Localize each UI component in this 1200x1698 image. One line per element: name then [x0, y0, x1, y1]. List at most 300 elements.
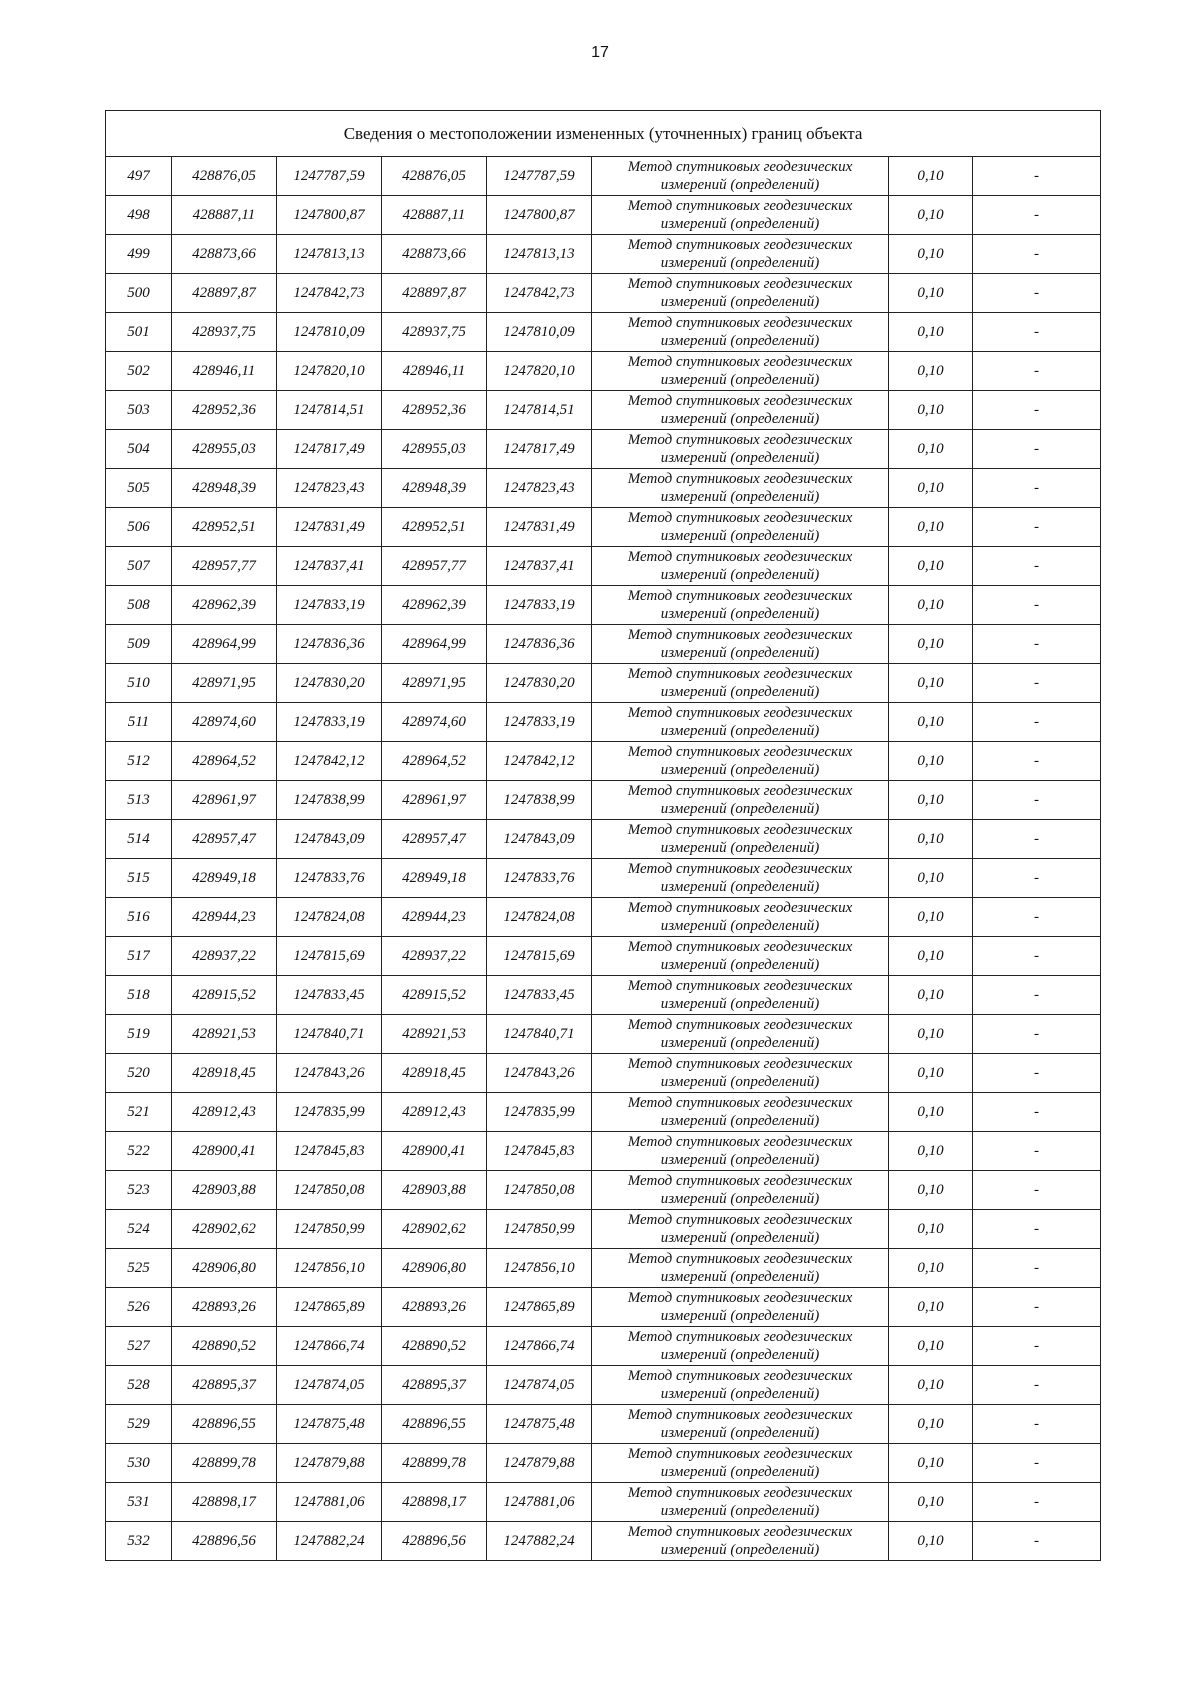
existing-x-cell: 428974,60: [172, 703, 277, 742]
existing-x-cell: 428971,95: [172, 664, 277, 703]
point-number-cell: 502: [106, 352, 172, 391]
method-cell: [592, 1444, 889, 1483]
table-row: [106, 781, 1101, 820]
point-number-cell: 527: [106, 1327, 172, 1366]
note-cell: -: [973, 1405, 1101, 1444]
refined-x-cell: 428895,37: [382, 1366, 487, 1405]
accuracy-cell: 0,10: [889, 625, 973, 664]
existing-x-cell: 428957,77: [172, 547, 277, 586]
method-line-1: Метод спутниковых геодезических: [627, 666, 853, 682]
method-line-1: Метод спутниковых геодезических: [627, 1329, 853, 1345]
existing-x-cell: 428918,45: [172, 1054, 277, 1093]
refined-x-cell: 428915,52: [382, 976, 487, 1015]
table-row: [106, 1054, 1101, 1093]
table-title: Сведения о местоположении измененных (уточненных) границ объекта: [106, 111, 1101, 157]
existing-x-cell: 428957,47: [172, 820, 277, 859]
existing-x-cell: 428961,97: [172, 781, 277, 820]
refined-y-cell: 1247866,74: [487, 1327, 592, 1366]
existing-y-cell: 1247840,71: [277, 1015, 382, 1054]
refined-x-cell: 428952,36: [382, 391, 487, 430]
refined-x-cell: 428890,52: [382, 1327, 487, 1366]
note-cell: -: [973, 1483, 1101, 1522]
method-line-2: измерений (определений): [660, 645, 820, 661]
table-row: [106, 469, 1101, 508]
existing-x-cell: 428937,22: [172, 937, 277, 976]
point-number-cell: 503: [106, 391, 172, 430]
method-line-2: измерений (определений): [660, 216, 820, 232]
accuracy-cell: 0,10: [889, 1132, 973, 1171]
table-row: [106, 1210, 1101, 1249]
accuracy-cell: 0,10: [889, 352, 973, 391]
accuracy-cell: 0,10: [889, 937, 973, 976]
method-line-1: Метод спутниковых геодезических: [627, 1056, 853, 1072]
refined-x-cell: 428898,17: [382, 1483, 487, 1522]
method-line-2: измерений (определений): [660, 1269, 820, 1285]
point-number-cell: 529: [106, 1405, 172, 1444]
refined-y-cell: 1247838,99: [487, 781, 592, 820]
point-number-cell: 525: [106, 1249, 172, 1288]
existing-y-cell: 1247823,43: [277, 469, 382, 508]
method-line-1: Метод спутниковых геодезических: [627, 744, 853, 760]
existing-y-cell: 1247836,36: [277, 625, 382, 664]
method-line-1: Метод спутниковых геодезических: [627, 978, 853, 994]
refined-y-cell: 1247882,24: [487, 1522, 592, 1561]
existing-y-cell: 1247866,74: [277, 1327, 382, 1366]
method-line-2: измерений (определений): [660, 840, 820, 856]
existing-y-cell: 1247831,49: [277, 508, 382, 547]
note-cell: -: [973, 508, 1101, 547]
existing-y-cell: 1247830,20: [277, 664, 382, 703]
method-cell: [592, 508, 889, 547]
point-number-cell: 519: [106, 1015, 172, 1054]
point-number-cell: 530: [106, 1444, 172, 1483]
method-cell: [592, 742, 889, 781]
existing-y-cell: 1247833,19: [277, 703, 382, 742]
note-cell: -: [973, 352, 1101, 391]
table-row: [106, 1405, 1101, 1444]
existing-x-cell: 428873,66: [172, 235, 277, 274]
method-line-1: Метод спутниковых геодезических: [627, 1251, 853, 1267]
note-cell: -: [973, 1249, 1101, 1288]
note-cell: -: [973, 1132, 1101, 1171]
refined-x-cell: 428948,39: [382, 469, 487, 508]
note-cell: -: [973, 1093, 1101, 1132]
note-cell: -: [973, 196, 1101, 235]
existing-x-cell: 428964,52: [172, 742, 277, 781]
note-cell: -: [973, 703, 1101, 742]
refined-y-cell: 1247814,51: [487, 391, 592, 430]
method-cell: [592, 352, 889, 391]
method-cell: [592, 1132, 889, 1171]
method-line-1: Метод спутниковых геодезических: [627, 1446, 853, 1462]
point-number-cell: 528: [106, 1366, 172, 1405]
table-row: [106, 1093, 1101, 1132]
method-cell: [592, 391, 889, 430]
existing-x-cell: 428921,53: [172, 1015, 277, 1054]
refined-y-cell: 1247824,08: [487, 898, 592, 937]
refined-x-cell: 428903,88: [382, 1171, 487, 1210]
table-row: [106, 820, 1101, 859]
accuracy-cell: 0,10: [889, 469, 973, 508]
note-cell: -: [973, 820, 1101, 859]
note-cell: -: [973, 1210, 1101, 1249]
accuracy-cell: 0,10: [889, 430, 973, 469]
existing-y-cell: 1247882,24: [277, 1522, 382, 1561]
page-number: 17: [591, 44, 609, 61]
method-line-2: измерений (определений): [660, 177, 820, 193]
existing-x-cell: 428952,36: [172, 391, 277, 430]
method-line-1: Метод спутниковых геодезических: [627, 315, 853, 331]
accuracy-cell: 0,10: [889, 157, 973, 196]
point-number-cell: 518: [106, 976, 172, 1015]
point-number-cell: 508: [106, 586, 172, 625]
method-line-1: Метод спутниковых геодезических: [627, 783, 853, 799]
refined-x-cell: 428957,77: [382, 547, 487, 586]
method-line-2: измерений (определений): [660, 528, 820, 544]
accuracy-cell: 0,10: [889, 235, 973, 274]
existing-y-cell: 1247813,13: [277, 235, 382, 274]
method-cell: [592, 781, 889, 820]
method-line-1: Метод спутниковых геодезических: [627, 471, 853, 487]
method-line-1: Метод спутниковых геодезических: [627, 900, 853, 916]
method-line-1: Метод спутниковых геодезических: [627, 393, 853, 409]
refined-y-cell: 1247820,10: [487, 352, 592, 391]
method-line-1: Метод спутниковых геодезических: [627, 510, 853, 526]
refined-y-cell: 1247833,45: [487, 976, 592, 1015]
existing-x-cell: 428897,87: [172, 274, 277, 313]
method-cell: [592, 1483, 889, 1522]
existing-x-cell: 428895,37: [172, 1366, 277, 1405]
method-line-2: измерений (определений): [660, 1035, 820, 1051]
method-cell: [592, 1249, 889, 1288]
accuracy-cell: 0,10: [889, 196, 973, 235]
refined-x-cell: 428897,87: [382, 274, 487, 313]
accuracy-cell: 0,10: [889, 1327, 973, 1366]
method-cell: [592, 274, 889, 313]
note-cell: -: [973, 586, 1101, 625]
existing-y-cell: 1247833,45: [277, 976, 382, 1015]
existing-y-cell: 1247879,88: [277, 1444, 382, 1483]
refined-y-cell: 1247823,43: [487, 469, 592, 508]
accuracy-cell: 0,10: [889, 1054, 973, 1093]
point-number-cell: 511: [106, 703, 172, 742]
existing-y-cell: 1247833,76: [277, 859, 382, 898]
method-cell: [592, 625, 889, 664]
table-row: [106, 352, 1101, 391]
table-row: [106, 1171, 1101, 1210]
method-line-1: Метод спутниковых геодезических: [627, 198, 853, 214]
method-line-1: Метод спутниковых геодезических: [627, 354, 853, 370]
existing-x-cell: 428906,80: [172, 1249, 277, 1288]
note-cell: -: [973, 235, 1101, 274]
method-line-2: измерений (определений): [660, 1425, 820, 1441]
accuracy-cell: 0,10: [889, 1483, 973, 1522]
refined-y-cell: 1247842,73: [487, 274, 592, 313]
existing-y-cell: 1247814,51: [277, 391, 382, 430]
method-line-2: измерений (определений): [660, 1191, 820, 1207]
refined-y-cell: 1247845,83: [487, 1132, 592, 1171]
point-number-cell: 532: [106, 1522, 172, 1561]
note-cell: -: [973, 976, 1101, 1015]
refined-x-cell: 428974,60: [382, 703, 487, 742]
method-line-2: измерений (определений): [660, 723, 820, 739]
accuracy-cell: 0,10: [889, 1444, 973, 1483]
refined-y-cell: 1247875,48: [487, 1405, 592, 1444]
refined-x-cell: 428918,45: [382, 1054, 487, 1093]
existing-y-cell: 1247850,08: [277, 1171, 382, 1210]
existing-y-cell: 1247835,99: [277, 1093, 382, 1132]
method-line-2: измерений (определений): [660, 1152, 820, 1168]
table-row: [106, 196, 1101, 235]
refined-y-cell: 1247874,05: [487, 1366, 592, 1405]
refined-x-cell: 428899,78: [382, 1444, 487, 1483]
existing-x-cell: 428876,05: [172, 157, 277, 196]
existing-y-cell: 1247865,89: [277, 1288, 382, 1327]
refined-y-cell: 1247831,49: [487, 508, 592, 547]
method-line-2: измерений (определений): [660, 1386, 820, 1402]
table-row: [106, 742, 1101, 781]
method-line-2: измерений (определений): [660, 1308, 820, 1324]
method-line-1: Метод спутниковых геодезических: [627, 627, 853, 643]
method-line-1: Метод спутниковых геодезических: [627, 939, 853, 955]
accuracy-cell: 0,10: [889, 820, 973, 859]
table-row: [106, 1249, 1101, 1288]
refined-x-cell: 428896,56: [382, 1522, 487, 1561]
accuracy-cell: 0,10: [889, 1522, 973, 1561]
method-line-2: измерений (определений): [660, 1503, 820, 1519]
method-line-2: измерений (определений): [660, 372, 820, 388]
accuracy-cell: 0,10: [889, 742, 973, 781]
existing-y-cell: 1247820,10: [277, 352, 382, 391]
method-cell: [592, 313, 889, 352]
note-cell: -: [973, 1327, 1101, 1366]
accuracy-cell: 0,10: [889, 703, 973, 742]
refined-y-cell: 1247840,71: [487, 1015, 592, 1054]
existing-y-cell: 1247875,48: [277, 1405, 382, 1444]
table-row: [106, 1483, 1101, 1522]
note-cell: -: [973, 157, 1101, 196]
refined-y-cell: 1247850,99: [487, 1210, 592, 1249]
refined-y-cell: 1247835,99: [487, 1093, 592, 1132]
method-line-2: измерений (определений): [660, 294, 820, 310]
method-cell: [592, 859, 889, 898]
method-line-1: Метод спутниковых геодезических: [627, 822, 853, 838]
method-line-1: Метод спутниковых геодезических: [627, 1212, 853, 1228]
note-cell: -: [973, 469, 1101, 508]
method-line-2: измерений (определений): [660, 801, 820, 817]
existing-x-cell: 428964,99: [172, 625, 277, 664]
refined-y-cell: 1247813,13: [487, 235, 592, 274]
method-cell: [592, 703, 889, 742]
method-cell: [592, 976, 889, 1015]
table-row: [106, 1132, 1101, 1171]
accuracy-cell: 0,10: [889, 1405, 973, 1444]
refined-x-cell: 428937,75: [382, 313, 487, 352]
existing-x-cell: 428896,56: [172, 1522, 277, 1561]
refined-x-cell: 428873,66: [382, 235, 487, 274]
table-row: [106, 313, 1101, 352]
refined-x-cell: 428937,22: [382, 937, 487, 976]
method-line-2: измерений (определений): [660, 1347, 820, 1363]
refined-x-cell: 428902,62: [382, 1210, 487, 1249]
point-number-cell: 526: [106, 1288, 172, 1327]
refined-y-cell: 1247800,87: [487, 196, 592, 235]
note-cell: -: [973, 547, 1101, 586]
method-cell: [592, 1522, 889, 1561]
refined-y-cell: 1247843,09: [487, 820, 592, 859]
note-cell: -: [973, 391, 1101, 430]
refined-y-cell: 1247879,88: [487, 1444, 592, 1483]
method-line-1: Метод спутниковых геодезических: [627, 1524, 853, 1540]
refined-x-cell: 428876,05: [382, 157, 487, 196]
refined-y-cell: 1247833,19: [487, 703, 592, 742]
refined-y-cell: 1247837,41: [487, 547, 592, 586]
refined-x-cell: 428944,23: [382, 898, 487, 937]
refined-x-cell: 428896,55: [382, 1405, 487, 1444]
existing-x-cell: 428946,11: [172, 352, 277, 391]
table-row: [106, 1015, 1101, 1054]
note-cell: -: [973, 781, 1101, 820]
method-line-2: измерений (определений): [660, 606, 820, 622]
method-line-1: Метод спутниковых геодезических: [627, 1095, 853, 1111]
method-line-1: Метод спутниковых геодезических: [627, 1173, 853, 1189]
method-line-2: измерений (определений): [660, 957, 820, 973]
point-number-cell: 520: [106, 1054, 172, 1093]
refined-y-cell: 1247865,89: [487, 1288, 592, 1327]
existing-y-cell: 1247843,26: [277, 1054, 382, 1093]
existing-y-cell: 1247817,49: [277, 430, 382, 469]
existing-y-cell: 1247833,19: [277, 586, 382, 625]
point-number-cell: 517: [106, 937, 172, 976]
method-line-1: Метод спутниковых геодезических: [627, 1407, 853, 1423]
existing-x-cell: 428944,23: [172, 898, 277, 937]
table-row: [106, 1327, 1101, 1366]
existing-x-cell: 428902,62: [172, 1210, 277, 1249]
existing-x-cell: 428949,18: [172, 859, 277, 898]
existing-x-cell: 428962,39: [172, 586, 277, 625]
accuracy-cell: 0,10: [889, 781, 973, 820]
table-row: [106, 898, 1101, 937]
method-cell: [592, 820, 889, 859]
table-row: [106, 430, 1101, 469]
method-line-2: измерений (определений): [660, 1464, 820, 1480]
point-number-cell: 509: [106, 625, 172, 664]
table-row: [106, 274, 1101, 313]
method-cell: [592, 430, 889, 469]
accuracy-cell: 0,10: [889, 1093, 973, 1132]
method-cell: [592, 157, 889, 196]
method-line-2: измерений (определений): [660, 333, 820, 349]
method-cell: [592, 937, 889, 976]
accuracy-cell: 0,10: [889, 508, 973, 547]
method-cell: [592, 1210, 889, 1249]
method-line-1: Метод спутниковых геодезических: [627, 1017, 853, 1033]
point-number-cell: 514: [106, 820, 172, 859]
note-cell: -: [973, 1366, 1101, 1405]
refined-x-cell: 428900,41: [382, 1132, 487, 1171]
method-cell: [592, 235, 889, 274]
refined-y-cell: 1247833,76: [487, 859, 592, 898]
method-cell: [592, 664, 889, 703]
method-line-2: измерений (определений): [660, 684, 820, 700]
existing-x-cell: 428912,43: [172, 1093, 277, 1132]
method-cell: [592, 1054, 889, 1093]
method-line-1: Метод спутниковых геодезических: [627, 1290, 853, 1306]
table-row: [106, 859, 1101, 898]
note-cell: -: [973, 1444, 1101, 1483]
refined-y-cell: 1247836,36: [487, 625, 592, 664]
refined-y-cell: 1247842,12: [487, 742, 592, 781]
method-line-1: Метод спутниковых геодезических: [627, 549, 853, 565]
note-cell: -: [973, 313, 1101, 352]
table-row: [106, 625, 1101, 664]
point-number-cell: 521: [106, 1093, 172, 1132]
method-line-2: измерений (определений): [660, 567, 820, 583]
existing-x-cell: 428937,75: [172, 313, 277, 352]
table-title-row: [106, 111, 1101, 157]
method-line-2: измерений (определений): [660, 918, 820, 934]
method-cell: [592, 1366, 889, 1405]
refined-x-cell: 428957,47: [382, 820, 487, 859]
refined-y-cell: 1247810,09: [487, 313, 592, 352]
existing-x-cell: 428896,55: [172, 1405, 277, 1444]
point-number-cell: 504: [106, 430, 172, 469]
point-number-cell: 501: [106, 313, 172, 352]
existing-y-cell: 1247881,06: [277, 1483, 382, 1522]
point-number-cell: 531: [106, 1483, 172, 1522]
accuracy-cell: 0,10: [889, 391, 973, 430]
existing-y-cell: 1247842,12: [277, 742, 382, 781]
method-line-2: измерений (определений): [660, 1113, 820, 1129]
refined-x-cell: 428952,51: [382, 508, 487, 547]
point-number-cell: 522: [106, 1132, 172, 1171]
point-number-cell: 507: [106, 547, 172, 586]
point-number-cell: 498: [106, 196, 172, 235]
existing-x-cell: 428890,52: [172, 1327, 277, 1366]
method-line-1: Метод спутниковых геодезических: [627, 432, 853, 448]
point-number-cell: 516: [106, 898, 172, 937]
existing-y-cell: 1247843,09: [277, 820, 382, 859]
accuracy-cell: 0,10: [889, 1366, 973, 1405]
existing-x-cell: 428893,26: [172, 1288, 277, 1327]
existing-x-cell: 428887,11: [172, 196, 277, 235]
refined-y-cell: 1247881,06: [487, 1483, 592, 1522]
accuracy-cell: 0,10: [889, 976, 973, 1015]
existing-x-cell: 428948,39: [172, 469, 277, 508]
existing-y-cell: 1247845,83: [277, 1132, 382, 1171]
method-line-2: измерений (определений): [660, 411, 820, 427]
table-row: [106, 703, 1101, 742]
refined-y-cell: 1247815,69: [487, 937, 592, 976]
method-line-1: Метод спутниковых геодезических: [627, 159, 853, 175]
note-cell: -: [973, 1054, 1101, 1093]
existing-x-cell: 428915,52: [172, 976, 277, 1015]
accuracy-cell: 0,10: [889, 1171, 973, 1210]
existing-y-cell: 1247874,05: [277, 1366, 382, 1405]
method-cell: [592, 547, 889, 586]
method-line-2: измерений (определений): [660, 1230, 820, 1246]
method-cell: [592, 1015, 889, 1054]
table-row: [106, 1366, 1101, 1405]
note-cell: -: [973, 859, 1101, 898]
existing-y-cell: 1247838,99: [277, 781, 382, 820]
existing-y-cell: 1247842,73: [277, 274, 382, 313]
refined-x-cell: 428949,18: [382, 859, 487, 898]
refined-y-cell: 1247830,20: [487, 664, 592, 703]
refined-y-cell: 1247817,49: [487, 430, 592, 469]
note-cell: -: [973, 1288, 1101, 1327]
method-line-1: Метод спутниковых геодезических: [627, 237, 853, 253]
